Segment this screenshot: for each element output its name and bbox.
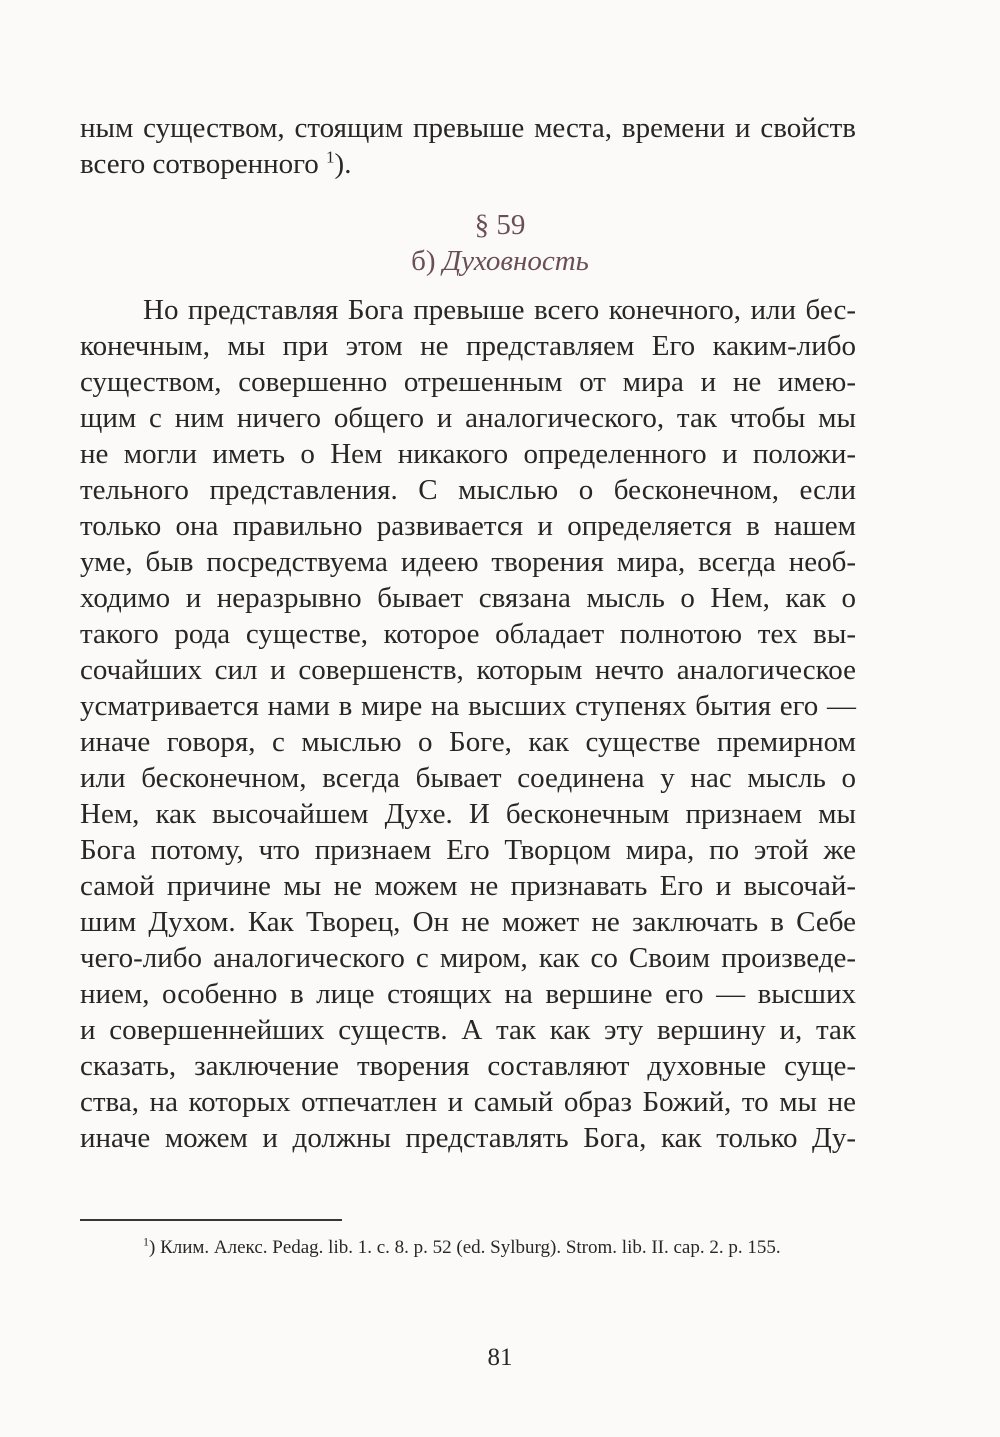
paragraph-line: чего-либо аналогического с миром, как со Своим произведе- — [80, 942, 856, 974]
footnote — [143, 1236, 781, 1260]
paragraph-line: иначе можем и должны представлять Бога, как только Ду- — [80, 1122, 856, 1154]
continuation-line-1: ным существом, стоящим превыше места, времени и свойств — [80, 112, 856, 144]
paragraph-line: конечным, мы при этом не представляем Его каким-либо — [80, 330, 856, 362]
continuation-line-2-tail: ). — [334, 148, 352, 180]
paragraph-line: щим с ним ничего общего и аналогического, так чтобы мы — [80, 402, 856, 434]
section-title-text: Духовность — [442, 245, 589, 277]
paragraph-line: ства, на которых отпечатлен и самый образ Божий, то мы не — [80, 1086, 856, 1118]
paragraph-line: уме, быв посредствуема идеею творения мира, всегда необ- — [80, 546, 856, 578]
section-number: § 59 — [474, 209, 526, 241]
footnote-reference: 1 — [326, 147, 335, 167]
paragraph-line: тельного представления. С мыслью о бесконечном, если — [80, 474, 856, 506]
paragraph-line: нием, особенно в лице стоящих на вершине его — высших — [80, 978, 856, 1010]
paragraph-line: Бога потому, что признаем Его Творцом мира, по этой же — [80, 834, 856, 866]
section-title — [0, 243, 1000, 279]
section-title-prefix: б) — [411, 245, 443, 277]
paragraph-line: сочайших сил и совершенств, которым нечто аналогическое — [80, 654, 856, 686]
paragraph-line: только она правильно развивается и определяется в нашем — [80, 510, 856, 542]
continuation-line-2 — [80, 146, 856, 182]
paragraph-line: самой причине мы не можем не признавать Его и высочай- — [80, 870, 856, 902]
footnote-divider — [80, 1219, 342, 1221]
footnote-marker: 1 — [143, 1234, 149, 1249]
paragraph-line: или бесконечном, всегда бывает соединена у нас мысль о — [80, 762, 856, 794]
paragraph-line: ходимо и неразрывно бывает связана мысль о Нем, как о — [80, 582, 856, 614]
paragraph-line: и совершеннейших существ. А так как эту вершину и, так — [80, 1014, 856, 1046]
paragraph-line: сказать, заключение творения составляют духовные суще- — [80, 1050, 856, 1082]
paragraph-line: усматривается нами в мире на высших ступенях бытия его — — [80, 690, 856, 722]
paragraph-line: не могли иметь о Нем никакого определенного и положи- — [80, 438, 856, 470]
page-number: 81 — [487, 1344, 513, 1371]
paragraph-line: существом, совершенно отрешенным от мира и не имею- — [80, 366, 856, 398]
paragraph-line: иначе говоря, с мыслью о Боге, как существе премирном — [80, 726, 856, 758]
paragraph-line: Но представляя Бога превыше всего конечного, или бес- — [143, 294, 856, 326]
paragraph-line: Нем, как высочайшем Духе. И бесконечным признаем мы — [80, 798, 856, 830]
footnote-text: ) Клим. Алекс. Pedag. lib. 1. c. 8. p. 52 (ed. Sylburg). Strom. lib. II. cap. 2. p. 155. — [149, 1237, 781, 1258]
continuation-line-2-text: всего сотворенного — [80, 148, 327, 180]
paragraph-line: шим Духом. Как Творец, Он не может не заключать в Себе — [80, 906, 856, 938]
paragraph-line: такого рода существе, которое обладает полнотою тех вы- — [80, 618, 856, 650]
